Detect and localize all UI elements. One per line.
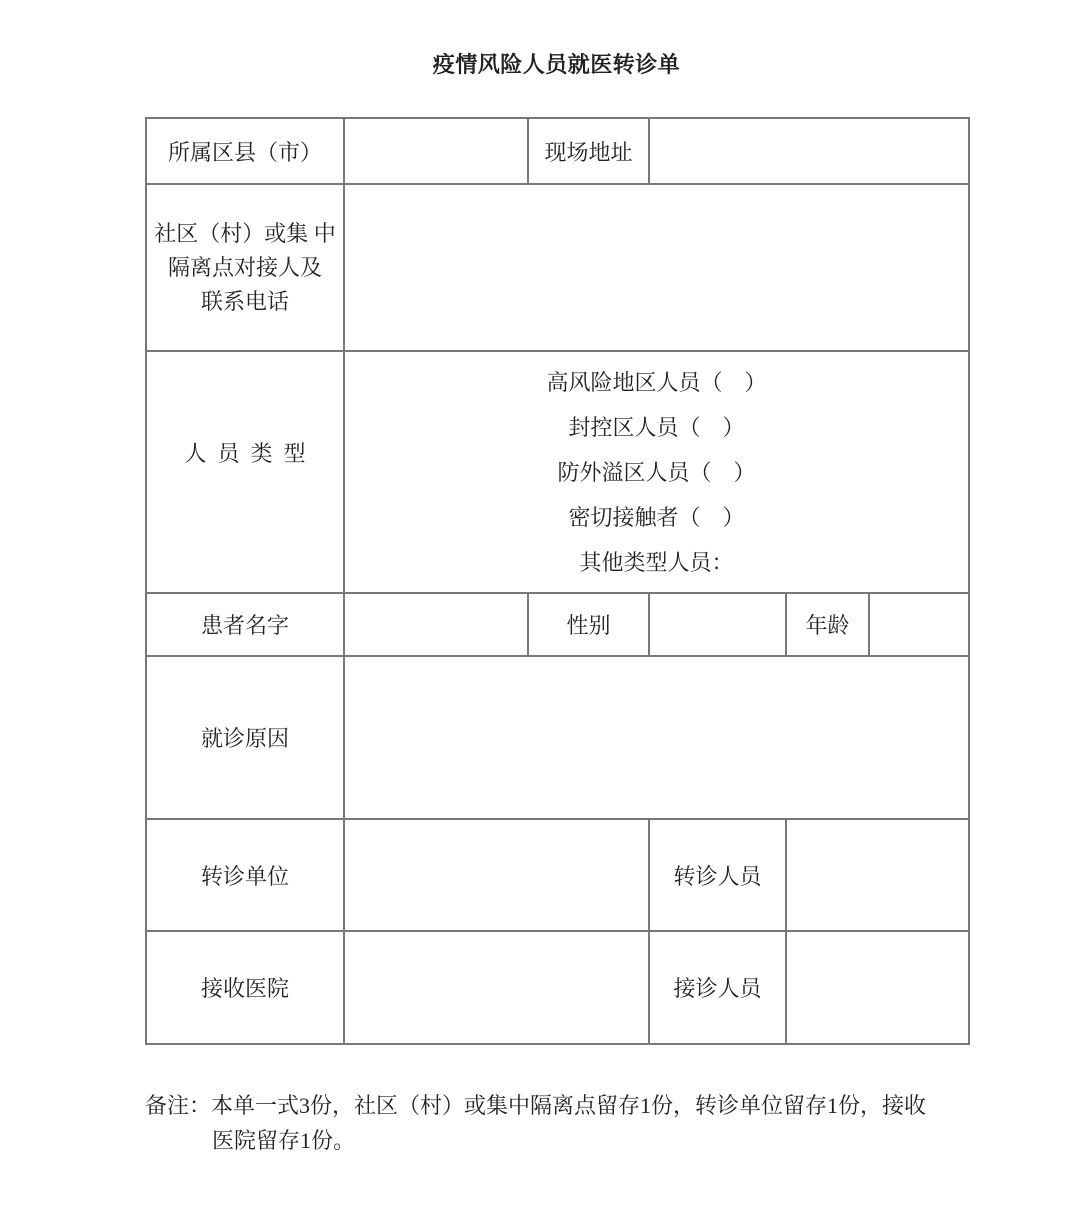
note-line-1: 备注：本单一式3份，社区（村）或集中隔离点留存1份，转诊单位留存1份，接收 xyxy=(145,1093,927,1118)
person-type-option-close-contact[interactable]: 密切接触者（ ） xyxy=(568,504,745,530)
table-row xyxy=(146,819,969,931)
patient-name-value-cell[interactable] xyxy=(344,593,528,656)
visit-reason-value-cell[interactable] xyxy=(344,656,969,819)
person-type-option-lockdown-area[interactable]: 封控区人员（ ） xyxy=(568,414,745,440)
district-label-cell: 所属区县（市） xyxy=(146,118,344,184)
person-type-option-high-risk-area[interactable]: 高风险地区人员（ ） xyxy=(546,369,767,395)
visit-reason-label-cell: 就诊原因 xyxy=(146,656,344,819)
district-value-cell[interactable] xyxy=(344,118,528,184)
site-address-label-cell: 现场地址 xyxy=(528,118,649,184)
referral-form-table xyxy=(145,117,970,1045)
table-row xyxy=(146,184,969,351)
receiving-person-value-cell[interactable] xyxy=(786,931,969,1044)
referral-person-value-cell[interactable] xyxy=(786,819,969,931)
table-row xyxy=(146,351,969,593)
person-type-label: 人员类型 xyxy=(184,440,317,466)
community-contact-label-line-3: 联系电话 xyxy=(200,288,289,314)
table-row xyxy=(146,593,969,656)
table-row xyxy=(146,118,969,184)
patient-name-label-cell: 患者名字 xyxy=(146,593,344,656)
remarks-note xyxy=(145,1088,977,1158)
age-value-cell[interactable] xyxy=(869,593,969,656)
community-contact-label-line-2: 隔离点对接人及 xyxy=(167,254,322,280)
receiving-hospital-value-cell[interactable] xyxy=(344,931,649,1044)
page-title: 疫情风险人员就医转诊单 xyxy=(432,52,681,77)
referral-unit-label-cell: 转诊单位 xyxy=(146,819,344,931)
person-type-label-cell xyxy=(146,351,344,593)
site-address-value-cell[interactable] xyxy=(649,118,969,184)
community-contact-value-cell[interactable] xyxy=(344,184,969,351)
referral-unit-value-cell[interactable] xyxy=(344,819,649,931)
person-type-option-spillover-prevention-area[interactable]: 防外溢区人员（ ） xyxy=(557,459,756,485)
person-type-option-other-type[interactable]: 其他类型人员： xyxy=(579,549,734,575)
gender-label-cell: 性别 xyxy=(528,593,649,656)
receiving-hospital-label-cell: 接收医院 xyxy=(146,931,344,1044)
community-contact-label-cell xyxy=(146,184,344,351)
person-type-options-cell xyxy=(344,351,969,593)
table-row xyxy=(146,656,969,819)
age-label-cell: 年龄 xyxy=(786,593,869,656)
receiving-person-label-cell: 接诊人员 xyxy=(649,931,786,1044)
table-row xyxy=(146,931,969,1044)
referral-person-label-cell: 转诊人员 xyxy=(649,819,786,931)
community-contact-label-line-1: 社区（村）或集 中 xyxy=(154,220,336,246)
note-line-2: 医院留存1份。 xyxy=(212,1128,356,1153)
gender-value-cell[interactable] xyxy=(649,593,786,656)
